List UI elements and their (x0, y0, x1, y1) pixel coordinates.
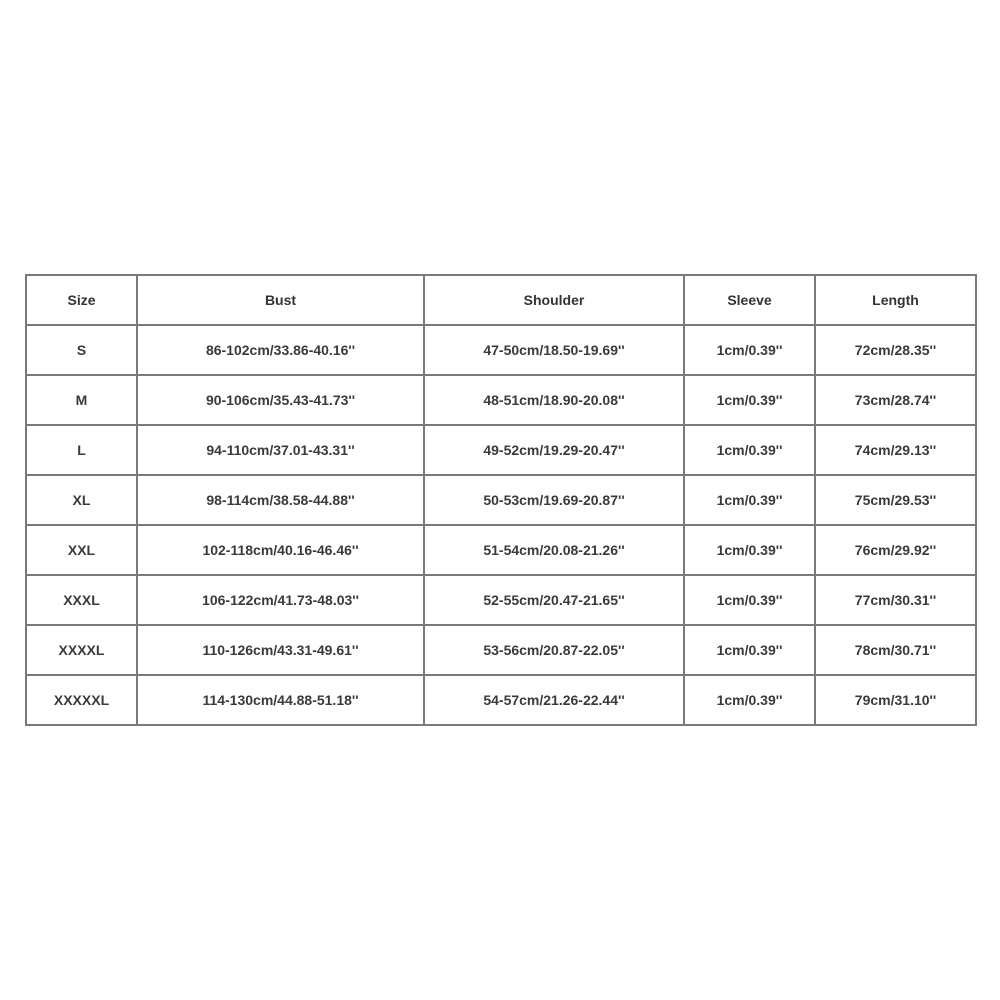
cell-size: M (27, 376, 138, 426)
cell-length: 79cm/31.10'' (816, 676, 977, 726)
cell-size: XXL (27, 526, 138, 576)
cell-shoulder: 52-55cm/20.47-21.65'' (425, 576, 685, 626)
cell-bust: 90-106cm/35.43-41.73'' (138, 376, 425, 426)
table-row (27, 526, 977, 576)
table-row (27, 376, 977, 426)
cell-sleeve: 1cm/0.39'' (685, 476, 816, 526)
cell-size: XXXL (27, 576, 138, 626)
cell-shoulder: 50-53cm/19.69-20.87'' (425, 476, 685, 526)
cell-length: 75cm/29.53'' (816, 476, 977, 526)
table-row (27, 426, 977, 476)
cell-bust: 114-130cm/44.88-51.18'' (138, 676, 425, 726)
table-row (27, 576, 977, 626)
cell-shoulder: 49-52cm/19.29-20.47'' (425, 426, 685, 476)
header-shoulder: Shoulder (425, 276, 685, 326)
header-size: Size (27, 276, 138, 326)
cell-length: 78cm/30.71'' (816, 626, 977, 676)
cell-sleeve: 1cm/0.39'' (685, 676, 816, 726)
cell-sleeve: 1cm/0.39'' (685, 526, 816, 576)
cell-size: XXXXL (27, 626, 138, 676)
cell-shoulder: 51-54cm/20.08-21.26'' (425, 526, 685, 576)
cell-bust: 106-122cm/41.73-48.03'' (138, 576, 425, 626)
cell-bust: 98-114cm/38.58-44.88'' (138, 476, 425, 526)
table-row (27, 476, 977, 526)
cell-length: 76cm/29.92'' (816, 526, 977, 576)
cell-size: XL (27, 476, 138, 526)
cell-length: 74cm/29.13'' (816, 426, 977, 476)
cell-shoulder: 53-56cm/20.87-22.05'' (425, 626, 685, 676)
size-chart-table (25, 274, 977, 726)
cell-shoulder: 47-50cm/18.50-19.69'' (425, 326, 685, 376)
cell-length: 77cm/30.31'' (816, 576, 977, 626)
cell-size: S (27, 326, 138, 376)
table-row (27, 676, 977, 726)
cell-shoulder: 48-51cm/18.90-20.08'' (425, 376, 685, 426)
table-row (27, 626, 977, 676)
table-row (27, 326, 977, 376)
header-length: Length (816, 276, 977, 326)
cell-shoulder: 54-57cm/21.26-22.44'' (425, 676, 685, 726)
cell-bust: 94-110cm/37.01-43.31'' (138, 426, 425, 476)
cell-length: 72cm/28.35'' (816, 326, 977, 376)
header-bust: Bust (138, 276, 425, 326)
cell-length: 73cm/28.74'' (816, 376, 977, 426)
header-sleeve: Sleeve (685, 276, 816, 326)
cell-size: L (27, 426, 138, 476)
cell-sleeve: 1cm/0.39'' (685, 326, 816, 376)
cell-bust: 86-102cm/33.86-40.16'' (138, 326, 425, 376)
cell-size: XXXXXL (27, 676, 138, 726)
cell-sleeve: 1cm/0.39'' (685, 576, 816, 626)
cell-sleeve: 1cm/0.39'' (685, 426, 816, 476)
cell-sleeve: 1cm/0.39'' (685, 626, 816, 676)
cell-bust: 102-118cm/40.16-46.46'' (138, 526, 425, 576)
table-header-row (27, 276, 977, 326)
cell-bust: 110-126cm/43.31-49.61'' (138, 626, 425, 676)
cell-sleeve: 1cm/0.39'' (685, 376, 816, 426)
